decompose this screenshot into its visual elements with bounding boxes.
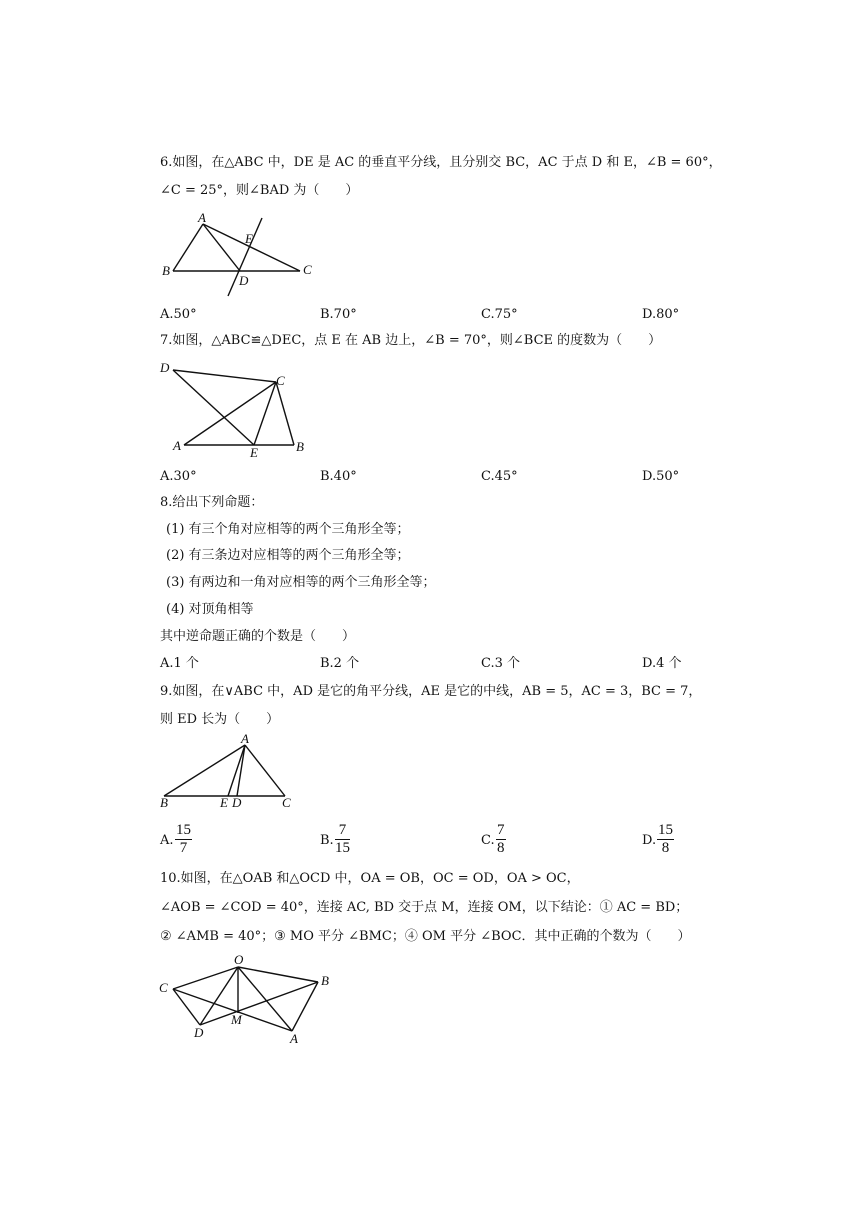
q9-line1: 9.如图，在∨ABC 中，AD 是它的角平分线，AE 是它的中线，AB = 5，AC = 3，BC = 7，	[160, 684, 702, 699]
q7-label-E: E	[250, 445, 258, 460]
q9-option-b-fraction	[335, 822, 350, 857]
q9-option-a-fraction	[175, 822, 192, 857]
q9-figure	[160, 731, 310, 816]
q6-figure	[160, 210, 320, 300]
q8-option-c: C.3 个	[481, 656, 521, 671]
q9-option-a-letter: A.	[160, 833, 174, 848]
q9-label-C: C	[282, 795, 291, 810]
q7-label-D: D	[160, 360, 170, 375]
q10-label-M: M	[231, 1012, 242, 1027]
q10-line1: 10.如图，在△OAB 和△OCD 中，OA = OB，OC = OD，OA > OC，	[160, 871, 580, 886]
q7-label-A: A	[173, 438, 181, 453]
q7-option-a: A.30°	[160, 469, 197, 484]
q6-option-d: D.80°	[642, 307, 680, 322]
q9-option-c-fraction	[496, 822, 506, 857]
q6-label-E: E	[245, 231, 253, 246]
q7-line1: 7.如图，△ABC≌△DEC，点 E 在 AB 边上，∠B = 70°，则∠BCE 的度数为（ ）	[160, 333, 662, 348]
q8-option-d: D.4 个	[642, 656, 682, 671]
q10-line2: ∠AOB = ∠COD = 40°，连接 AC, BD 交于点 M，连接 OM，以下结论：① AC = BD；	[160, 900, 689, 915]
q9-option-d-fraction	[657, 822, 674, 857]
q7-label-B: B	[296, 439, 304, 454]
q9-option-b-numerator: 7	[335, 822, 350, 840]
q10-label-D: D	[194, 1025, 204, 1040]
q10-label-C: C	[159, 980, 168, 995]
q10-line3: ② ∠AMB = 40°；③ MO 平分 ∠BMC；④ OM 平分 ∠BOC．其中正确的个数为（ ）	[160, 929, 691, 944]
q6-label-B: B	[162, 263, 170, 278]
q8-item-3: (3) 有两边和一角对应相等的两个三角形全等；	[166, 575, 436, 590]
q7-label-C: C	[276, 373, 285, 388]
q10-figure	[155, 952, 355, 1052]
q9-option-d-numerator: 15	[658, 822, 673, 838]
q7-option-c: C.45°	[481, 469, 518, 484]
q9-option-d-denominator: 8	[661, 840, 670, 856]
q9-option-c-letter: C.	[481, 833, 495, 848]
q9-option-b-letter: B.	[320, 833, 334, 848]
q9-label-E: E	[220, 795, 228, 810]
q10-label-B: B	[321, 973, 329, 988]
q6-line1: 6.如图，在△ABC 中，DE 是 AC 的垂直平分线，且分别交 BC，AC 于点 D 和 E，∠B = 60°，	[160, 155, 722, 170]
q10-label-O: O	[234, 952, 244, 967]
q7-option-b: B.40°	[320, 469, 357, 484]
q7-option-d: D.50°	[642, 469, 680, 484]
q9-option-a-denominator: 7	[179, 840, 188, 856]
q8-option-a: A.1 个	[160, 656, 199, 671]
q8-item-4: (4) 对顶角相等	[166, 602, 254, 617]
q6-option-c: C.75°	[481, 307, 518, 322]
q8-line1: 8.给出下列命题：	[160, 495, 264, 510]
q9-label-B: B	[160, 795, 168, 810]
q9-option-d-letter: D.	[642, 833, 657, 848]
q6-label-C: C	[303, 262, 312, 277]
q8-option-b: B.2 个	[320, 656, 360, 671]
q9-label-D: D	[232, 795, 242, 810]
q9-option-b-denominator: 15	[335, 840, 350, 856]
q9-option-a-numerator: 15	[176, 822, 191, 838]
q8-question: 其中逆命题正确的个数是（ ）	[160, 629, 356, 644]
q6-option-a: A.50°	[160, 307, 197, 322]
q7-figure	[158, 358, 318, 458]
q6-label-A: A	[198, 210, 206, 225]
q8-item-1: (1) 有三个角对应相等的两个三角形全等；	[166, 522, 410, 537]
q6-line2: ∠C = 25°，则∠BAD 为（ ）	[160, 183, 359, 198]
q6-label-D: D	[239, 273, 249, 288]
q9-option-c-denominator: 8	[497, 840, 505, 856]
q6-option-b: B.70°	[320, 307, 357, 322]
q8-item-2: (2) 有三条边对应相等的两个三角形全等；	[166, 548, 410, 563]
q9-option-c-numerator: 7	[497, 822, 505, 838]
q10-label-A: A	[290, 1031, 298, 1046]
q9-label-A: A	[241, 731, 249, 746]
q9-line2: 则 ED 长为（ ）	[160, 712, 280, 727]
